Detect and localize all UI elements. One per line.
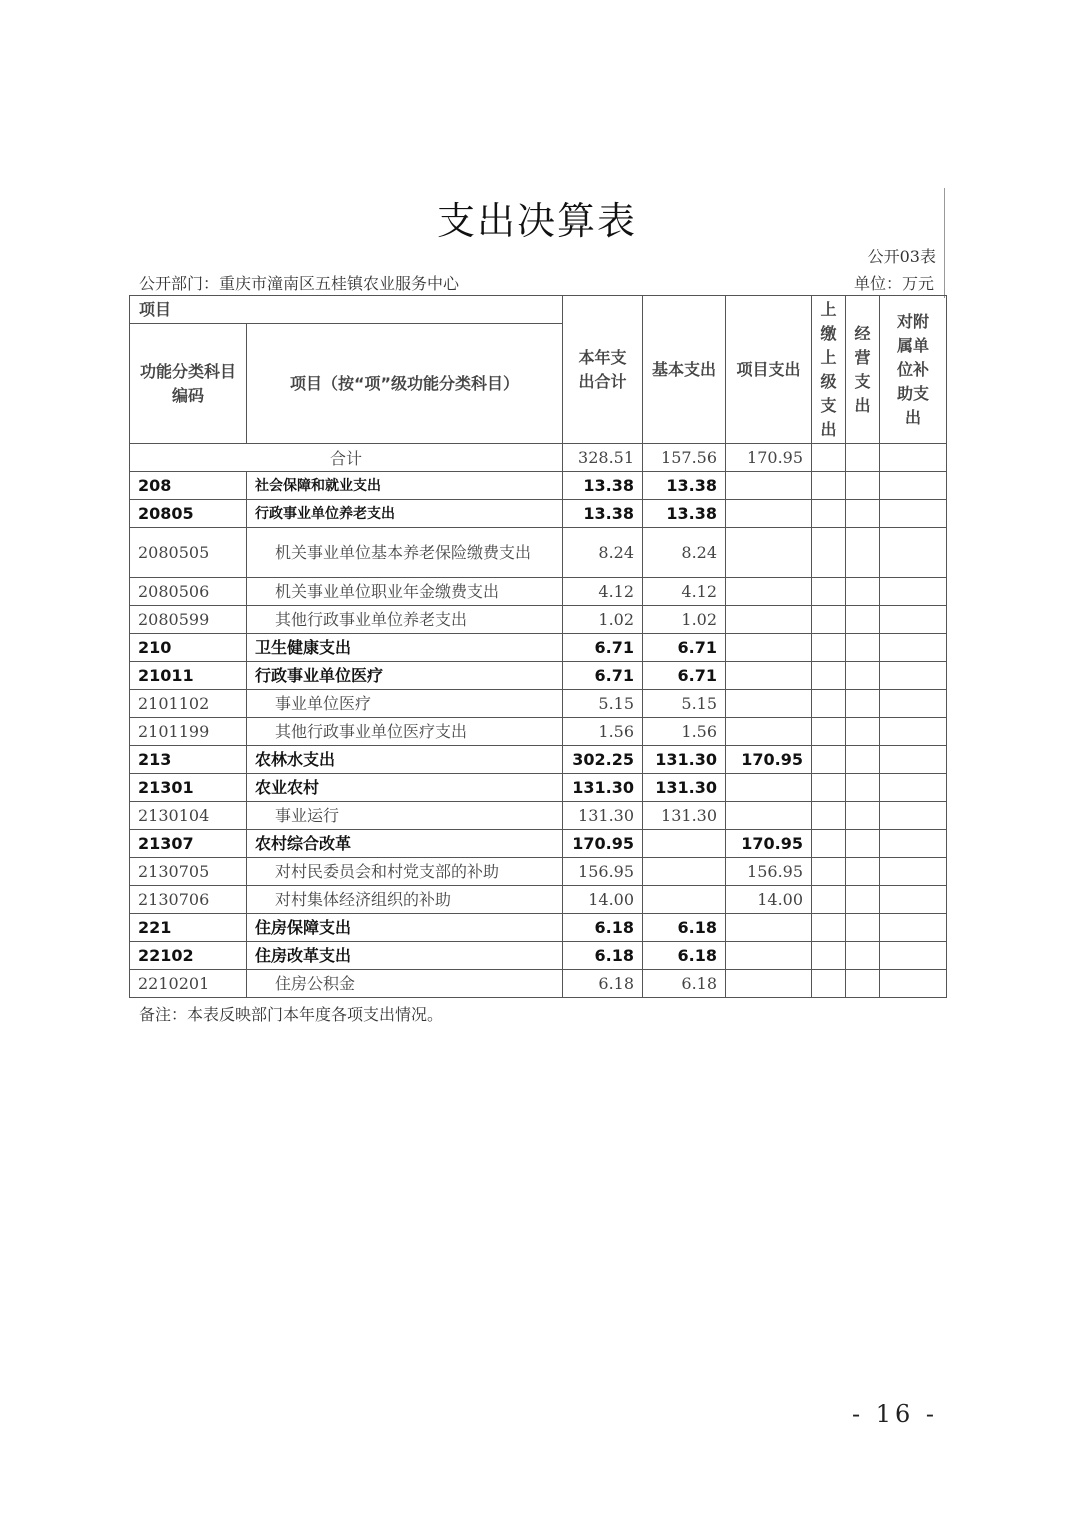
- row-subsidiary: [880, 606, 947, 634]
- row-upper: [812, 472, 846, 500]
- row-project: [726, 718, 812, 746]
- row-code: 2080599: [130, 606, 247, 634]
- row-code: 208: [130, 472, 247, 500]
- row-basic: 131.30: [643, 746, 726, 774]
- table-row: [130, 578, 947, 606]
- form-number: 公开03表: [867, 247, 936, 266]
- table-row: [130, 606, 947, 634]
- row-total: 14.00: [563, 886, 643, 914]
- row-upper: [812, 858, 846, 886]
- header-subsidiary: 对附属单位补助支出: [880, 296, 947, 444]
- row-name: 住房保障支出: [247, 914, 563, 942]
- page-title: 支出决算表: [436, 199, 637, 243]
- row-basic: 131.30: [643, 774, 726, 802]
- row-subsidiary: [880, 914, 947, 942]
- row-business: [846, 858, 880, 886]
- row-basic: 13.38: [643, 472, 726, 500]
- row-subsidiary: [880, 578, 947, 606]
- row-subsidiary: [880, 942, 947, 970]
- row-project: [726, 500, 812, 528]
- row-business: [846, 606, 880, 634]
- row-basic: 5.15: [643, 690, 726, 718]
- row-subsidiary: [880, 774, 947, 802]
- row-name: 住房改革支出: [247, 942, 563, 970]
- row-subsidiary: [880, 634, 947, 662]
- total-amount: 328.51: [563, 444, 643, 472]
- row-basic: 1.56: [643, 718, 726, 746]
- row-project: [726, 472, 812, 500]
- row-name: 其他行政事业单位养老支出: [247, 606, 563, 634]
- row-name: 机关事业单位职业年金缴费支出: [247, 578, 563, 606]
- row-basic: 6.18: [643, 970, 726, 998]
- total-label: 合计: [130, 444, 563, 472]
- row-project: [726, 802, 812, 830]
- row-code: 2101102: [130, 690, 247, 718]
- row-name: 住房公积金: [247, 970, 563, 998]
- row-subsidiary: [880, 662, 947, 690]
- row-total: 4.12: [563, 578, 643, 606]
- row-upper: [812, 970, 846, 998]
- table-row: [130, 662, 947, 690]
- row-name: 事业运行: [247, 802, 563, 830]
- row-code: 2101199: [130, 718, 247, 746]
- total-basic: 157.56: [643, 444, 726, 472]
- row-name: 其他行政事业单位医疗支出: [247, 718, 563, 746]
- row-code: 21301: [130, 774, 247, 802]
- table-row: [130, 690, 947, 718]
- row-upper: [812, 634, 846, 662]
- total-upper: [812, 444, 846, 472]
- row-total: 131.30: [563, 802, 643, 830]
- row-total: 6.18: [563, 942, 643, 970]
- header-business: 经营支出: [846, 296, 880, 444]
- row-basic: 1.02: [643, 606, 726, 634]
- row-business: [846, 578, 880, 606]
- row-total: 156.95: [563, 858, 643, 886]
- row-upper: [812, 578, 846, 606]
- row-upper: [812, 718, 846, 746]
- row-code: 213: [130, 746, 247, 774]
- row-code: 221: [130, 914, 247, 942]
- page-number: - 16 -: [851, 1400, 938, 1428]
- total-business: [846, 444, 880, 472]
- table-row: [130, 802, 947, 830]
- row-upper: [812, 914, 846, 942]
- table-row: [130, 970, 947, 998]
- row-upper: [812, 662, 846, 690]
- row-basic: 13.38: [643, 500, 726, 528]
- header-project-group: 项目: [130, 296, 563, 324]
- table-row: [130, 858, 947, 886]
- row-name: 机关事业单位基本养老保险缴费支出: [247, 528, 563, 578]
- row-upper: [812, 746, 846, 774]
- row-business: [846, 970, 880, 998]
- row-business: [846, 914, 880, 942]
- row-subsidiary: [880, 746, 947, 774]
- header-project: 项目支出: [726, 296, 812, 444]
- table-row: [130, 718, 947, 746]
- department-label: 公开部门：重庆市潼南区五桂镇农业服务中心: [139, 274, 460, 293]
- row-basic: [643, 886, 726, 914]
- row-name: 事业单位医疗: [247, 690, 563, 718]
- row-name: 农村综合改革: [247, 830, 563, 858]
- row-name: 卫生健康支出: [247, 634, 563, 662]
- row-business: [846, 886, 880, 914]
- unit-label: 单位：万元: [853, 274, 934, 293]
- row-name: 行政事业单位养老支出: [247, 500, 563, 528]
- row-subsidiary: [880, 830, 947, 858]
- total-row: [130, 444, 947, 472]
- row-business: [846, 634, 880, 662]
- row-business: [846, 528, 880, 578]
- row-subsidiary: [880, 970, 947, 998]
- row-basic: 4.12: [643, 578, 726, 606]
- row-subsidiary: [880, 472, 947, 500]
- row-upper: [812, 886, 846, 914]
- row-basic: 8.24: [643, 528, 726, 578]
- row-upper: [812, 830, 846, 858]
- table-row: [130, 914, 947, 942]
- row-basic: 6.18: [643, 914, 726, 942]
- table-row: [130, 942, 947, 970]
- row-total: 6.18: [563, 970, 643, 998]
- row-project: 170.95: [726, 746, 812, 774]
- row-project: [726, 578, 812, 606]
- row-code: 20805: [130, 500, 247, 528]
- row-project: [726, 662, 812, 690]
- row-upper: [812, 500, 846, 528]
- row-upper: [812, 942, 846, 970]
- table-row: [130, 830, 947, 858]
- total-subsidiary: [880, 444, 947, 472]
- header-total: 本年支出合计: [563, 296, 643, 444]
- row-business: [846, 802, 880, 830]
- row-code: 21307: [130, 830, 247, 858]
- row-code: 2080506: [130, 578, 247, 606]
- row-project: [726, 528, 812, 578]
- row-basic: [643, 830, 726, 858]
- row-basic: [643, 858, 726, 886]
- row-code: 2130706: [130, 886, 247, 914]
- row-project: [726, 970, 812, 998]
- row-code: 2080505: [130, 528, 247, 578]
- row-subsidiary: [880, 858, 947, 886]
- row-total: 6.71: [563, 634, 643, 662]
- row-total: 131.30: [563, 774, 643, 802]
- row-project: [726, 942, 812, 970]
- table-row: [130, 746, 947, 774]
- table-row: [130, 774, 947, 802]
- row-project: 170.95: [726, 830, 812, 858]
- table-row: [130, 472, 947, 500]
- row-project: [726, 914, 812, 942]
- row-business: [846, 472, 880, 500]
- row-total: 170.95: [563, 830, 643, 858]
- row-name: 对村民委员会和村党支部的补助: [247, 858, 563, 886]
- row-upper: [812, 528, 846, 578]
- row-basic: 6.71: [643, 662, 726, 690]
- row-business: [846, 718, 880, 746]
- row-subsidiary: [880, 886, 947, 914]
- row-business: [846, 746, 880, 774]
- row-total: 13.38: [563, 500, 643, 528]
- footnote: 备注：本表反映部门本年度各项支出情况。: [139, 1005, 444, 1024]
- table-row: [130, 634, 947, 662]
- row-code: 2210201: [130, 970, 247, 998]
- header-basic: 基本支出: [643, 296, 726, 444]
- row-project: [726, 634, 812, 662]
- total-project: 170.95: [726, 444, 812, 472]
- row-total: 6.71: [563, 662, 643, 690]
- row-code: 2130104: [130, 802, 247, 830]
- row-total: 302.25: [563, 746, 643, 774]
- row-upper: [812, 802, 846, 830]
- row-business: [846, 690, 880, 718]
- header-code: 功能分类科目编码: [130, 324, 247, 444]
- row-business: [846, 662, 880, 690]
- row-upper: [812, 606, 846, 634]
- row-project: 156.95: [726, 858, 812, 886]
- row-business: [846, 774, 880, 802]
- row-name: 行政事业单位医疗: [247, 662, 563, 690]
- row-business: [846, 830, 880, 858]
- row-code: 22102: [130, 942, 247, 970]
- row-upper: [812, 774, 846, 802]
- table-row: [130, 886, 947, 914]
- row-name: 社会保障和就业支出: [247, 472, 563, 500]
- row-subsidiary: [880, 690, 947, 718]
- row-basic: 6.18: [643, 942, 726, 970]
- row-subsidiary: [880, 500, 947, 528]
- row-total: 13.38: [563, 472, 643, 500]
- row-project: 14.00: [726, 886, 812, 914]
- row-business: [846, 500, 880, 528]
- row-total: 8.24: [563, 528, 643, 578]
- row-upper: [812, 690, 846, 718]
- row-business: [846, 942, 880, 970]
- row-project: [726, 774, 812, 802]
- row-total: 6.18: [563, 914, 643, 942]
- row-name: 对村集体经济组织的补助: [247, 886, 563, 914]
- row-code: 210: [130, 634, 247, 662]
- row-project: [726, 690, 812, 718]
- row-project: [726, 606, 812, 634]
- row-total: 1.56: [563, 718, 643, 746]
- row-subsidiary: [880, 802, 947, 830]
- row-name: 农业农村: [247, 774, 563, 802]
- table-row: [130, 528, 947, 578]
- row-code: 2130705: [130, 858, 247, 886]
- header-name: 项目（按“项”级功能分类科目）: [247, 324, 563, 444]
- table-row: [130, 500, 947, 528]
- row-basic: 131.30: [643, 802, 726, 830]
- row-total: 5.15: [563, 690, 643, 718]
- row-total: 1.02: [563, 606, 643, 634]
- row-basic: 6.71: [643, 634, 726, 662]
- row-subsidiary: [880, 528, 947, 578]
- row-name: 农林水支出: [247, 746, 563, 774]
- expenditure-table: [129, 295, 947, 998]
- row-code: 21011: [130, 662, 247, 690]
- row-subsidiary: [880, 718, 947, 746]
- header-upper: 上缴上级支出: [812, 296, 846, 444]
